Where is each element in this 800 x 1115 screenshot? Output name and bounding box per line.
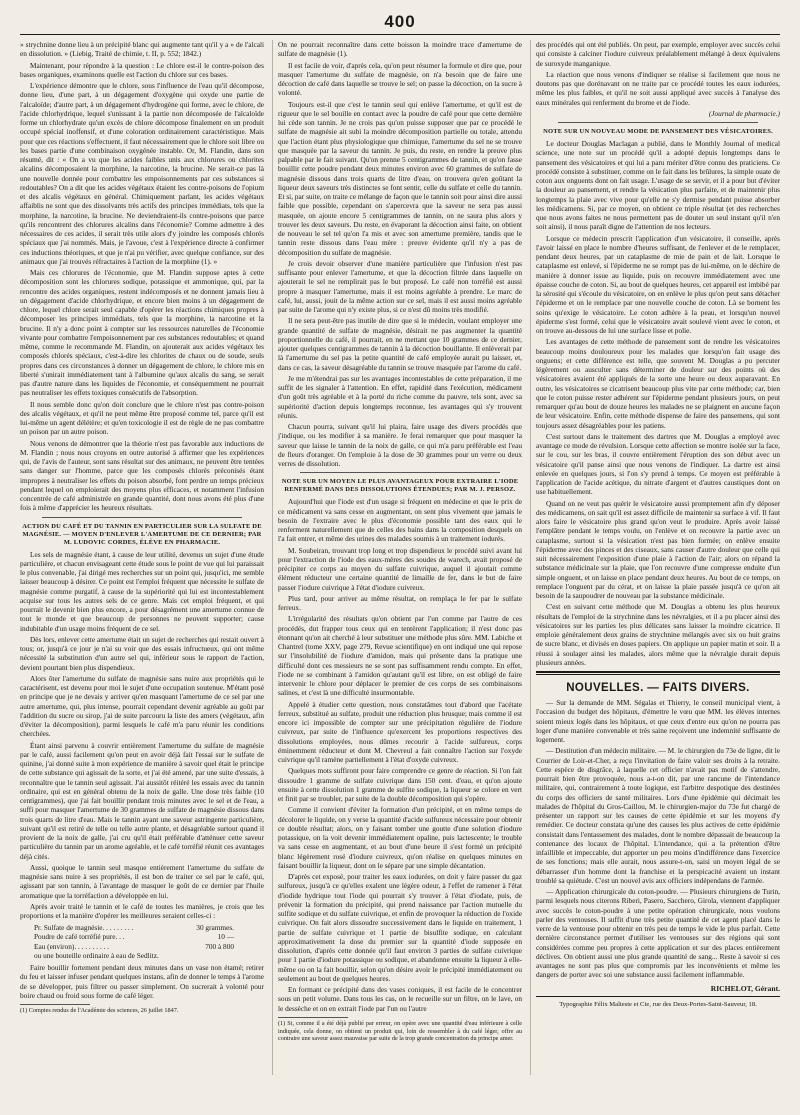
prescription-formula <box>34 923 264 960</box>
paragraph: Appelé à étudier cette question, nous constatâmes tout d'abord que l'acétate ferreux, substitué au sulfate, produit une réduction plus brusque; mais comme il est encore ici impossible de compter sur une précipitation régulière de l'iodure cuivreux, par suite de l'influence qu'exercent les proportions respectives des dissolutions employées, nous dûmes recourir à l'acide sulfureux, corps éminemment réducteur et dont M. Chevreul a fait connaître l'action sur l'oxyde cuivrique qu'il ramène partiellement à l'état d'oxyde cuivreux. <box>278 699 522 764</box>
news-divider <box>536 671 780 675</box>
top-rule <box>20 34 780 35</box>
paragraph: Je me m'étendrai pas sur les avantages incontestables de cette préparation, il me suffit de les signaler à l'attention. En effet, rapidité dans l'exécution, médicament d'un goût très agréable et à la porté du riche comme du pauvre, tels sont, avec sa supériorité d'action depuis longtemps reconnue, les avantages qui s'y trouvent réunis. <box>278 373 522 420</box>
formula-row <box>34 932 234 941</box>
paragraph: On ne pourrait reconnaître dans cette boisson la moindre trace d'amertume de sulfate de magnésie (1). <box>278 40 522 59</box>
signature-rule <box>536 996 780 997</box>
paragraph: Étant ainsi parvenu à couvrir entièrement l'amertume du sulfate de magnésie par le café, aussi facilement qu'on peut en avoir déjà fait l'essai sur le sulfate de quinine, j'ai donné suite à mon expérience de manière à savoir quel était le principe de cette substance qui agissait de la sorte, et j'ai été amené, par une suite d'essais, à reconnaître que le tannin seul agissait. J'ai aussitôt réitéré les essais avec du tannin ordinaire, qui est en général obtenu de la noix de galle. Une dose très faible (10 centigrammes), que j'ai fait bouillir pendant trois minutes avec le sel et de l'eau, a suffi pour masquer l'amertume de 30 grammes de sulfate de magnésie dissous dans trois quarts de litre d'eau. Mais le tannin ayant une saveur astringente particulière, suivant qu'il est retiré de telle ou telle autre plante, et désagréable surtout quand il provient de la noix de galle, j'ai cru qu'il était préférable d'atténuer cette saveur particulière du tannin par un arome agréable, et le café torréfié réunit ces avantages déjà cités. <box>20 740 264 861</box>
article-columns <box>20 40 780 1075</box>
news-section-title: NOUVELLES. — FAITS DIVERS. <box>566 682 750 694</box>
page-number: 400 <box>384 12 416 31</box>
paragraph: L'expérience démontre que le chlore, sous l'influence de l'eau qu'il décompose, donne lieu, d'une part, à un dégagement d'oxygène qui oxyde une partie de l'alcaloïde; d'autre part, à un dégagement d'hydrogène qui forme, avec le chlore, de l'acide chlorhydrique, lequel s'unissant à la partie non décomposée de l'alcaloïde forme un chlorhydrate qu'un excès de chlore décompose finalement en un produit occupé spécial inoffensif, et d'une coloration ordinairement caractéristique. Mais pour que ces réactions s'effectuent, il faut nécessairement que le chlore soit libre ou les bases partie d'une combinaison oxygénée instable. Or, M. Flandin, dans son résumé, dit : « On a vu que les acides faibles unis aux chlorures ou chlorites alcalins décomposaient la morphine, la narcotine, la brucine. Ne serait-ce pas là une nouvelle donnée pour combattre les empoisonnements par ces substances si redoutables? On a dit que les acides végétaux étaient les contre-poisons de l'opium et des alcalis végétaux en général. Chimiquement parlant, les acides végétaux affaiblis ne sont que des dissolvants très actifs des principes immédiats, tels que la morphine, la narcotine, la brucine. Ne deviendraient-ils contre-poisons que parce qu'ils rencontrent des chlorures alcalins dans l'économie? Comme admettre à des nécessaires de ces acides, il serait très utile alors d'y joindre les composés chlorés spéciaux que j'ai nommés. Mais, je l'avoue, c'est à l'expérience directe à confirmer ces inductions théoriques, et que je n'ai pu vérifier, avec quelque confiance, sur des animaux que j'ai trouvés réfractaires à l'action de la morphine (1). » <box>20 81 264 266</box>
article-heading: NOTE SUR UN MOYEN LE PLUS AVANTAGEUX POUR EXTRAIRE L'IODE RENFERMÉ DANS DES DISSOLUTIONS ÉTENDUES; PAR M. J. PERSOZ. <box>281 478 519 494</box>
section-divider <box>300 472 500 473</box>
formula-row <box>34 951 234 960</box>
paragraph: Aussi, quoique le tannin seul masque entièrement l'amertume du sulfate de magnésie sans nuire à ses propriétés, il est bon de traiter ce sel par le café, qui, agissant par son tannin, à l'avantage de masquer le goût de ce dernier par l'huile aromatique que la torréfaction a développée en lui. <box>20 862 264 900</box>
column-3 <box>530 40 780 1075</box>
footnote-rule <box>278 1017 348 1018</box>
article-heading: NOTE SUR UN NOUVEAU MODE DE PANSEMENT DES VÉSICATOIRES. <box>543 128 773 135</box>
paragraph: Nous venons de démontrer que la théorie n'est pas favorable aux inductions de M. Flandin ; nous nous croyons en outre autorisé à affirmer que les expériences qui, de l'avis de l'auteur, sont sans résultat sur des animaux, ne peuvent être tentées sans danger sur l'homme, parce que les composés chlorés préconisés étant impropres à neutraliser les effets du poison absorbé, font perdre un temps précieux pendant lequel on emploierait des moyens plus efficaces, et notamment l'infusion concentrée de café administrée en grande quantité, dont nous avons été plus d'une fois à même d'apprécier les heureux résultats. <box>20 438 264 513</box>
paragraph: Quelques mots suffiront pour faire comprendre ce genre de réaction. Si l'on fait dissoudre 1 gramme de sulfate cuivrique dans 150 cent. d'eau, et qu'on ajoute ensuite à cette dissolution 1 gramme de sulfite sodique, la liqueur se colore en vert et finit par se troubler, par suite de la double décomposition qui s'opère. <box>278 766 522 803</box>
paragraph: Le docteur Douglas Maclagan a publié, dans le Monthly Journal of medical science, une note sur un procédé qu'il a adopté depuis longtemps dans le pansement des vésicatoires et qui lui a paru mériter d'être connu des praticiens. Ce procédé consiste à substituer, comme on le fait dans les brûlures, la simple ouate de coton aux onguents dont on fait usage. L'usage de se servir, et il a pour but d'éviter la douleur au pansement, et rendre la vésication plus parfaite, et de maintenir plus longtemps la plaie avec vive pour qu'elle ne s'y dermise pendant puisse absorber les médicamens. Si, par ce moyen, on obtient ce triple résultat (et des recherches que nous avons faites ne nous permettent pas de douter un seul instant qu'il n'en soit ainsi), il nous paraît digne de l'attention de nos lecteurs. <box>536 139 780 232</box>
paragraph: Aujourd'hui que l'iode est d'un usage si fréquent en médecine et que le prix de ce médicament va sans cesse en augmentant, on sent plus vivement que jamais le besoin de l'extraire avec le plus d'économie possible tant des eaux qui le renferment naturellement que de celles des bains dans la composition desquels on l'a fait entrer, et même des urines des malades soumis à un traitement iodurés. <box>278 497 522 544</box>
formula-qty: 10 — <box>217 932 234 942</box>
paragraph: Maintenant, pour répondre à la question : Le chlore est-il le contre-poison des bases organiques, examinons quelle est l'action du chlore sur ces bases. <box>20 60 264 79</box>
paragraph: Toujours est-il que c'est le tannin seul qui enlève l'amertume, et qu'il est de rigueur que le sel bouille en contact avec la poudre de café pour que cette dernière lui cède son tannin. Je ne crois pas qu'on puisse supposer que par ce procédé le sulfate de magnésie ait subi la moindre décomposition partielle ou totale, attendu que l'action étant plus physiologique que chimique, l'amertume du sel ne se trouve que masquée par la saveur du tannin. Je puis, du reste, en rendre la preuve plus palpable par le fait suivant. Qu'on prenne 5 centigrammes de tannin, et qu'on fasse bouillir cette poudre pendant deux minutes environ avec 60 grammes de sulfate de magnésie dissous dans trois quarts de litre d'eau, on trouvera qu'en goûtant la liqueur deux saveurs très distinctes se font sentir, celle du sulfate et celle du tannin. Et si, par suite, on traite ce mélange de façon que le tannin soit pour ainsi dire aussi faible que possible, cependant on s'apercevra que la saveur ne sera pas aussi masquée, on ajoute encore 5 centigrammes de tannin, on ne saura plus alors y trouver les deux saveurs. Du reste, en évaporant la décoction ainsi faite, on obtient de nouveau le sel tel qu'on l'a mis et avec son amertume première, tandis que le tannin reste dissous dans l'eau mère : preuve évidente qu'il n'y a pas de décomposition du sulfate de magnésie. <box>278 99 522 257</box>
paragraph: Chacun pourra, suivant qu'il lui plaira, faire usage des divers procédés que j'indique, ou les modifier à sa manière. Je ferai remarquer que pour masquer la saveur que laisse le tannin de la noix de galle, ce qui m'a paru préférable est l'eau de fleurs d'oranger. On l'emploie à la dose de 30 grammes pour un verre ou deux verres de dissolution. <box>278 422 522 468</box>
paragraph: La réaction que nous venons d'indiquer se réalise si facilement que nous ne doutons pas que dorénavant on ne traite par ce procédé toutes les eaux iodurées, même les plus faibles, et qu'il ne soit aussi appliqué avec succès à l'analyse des eaux minérales qui renferment du brome et de l'iode. <box>536 69 780 107</box>
footnote: (1) Comptes rendus de l'Académie des sciences, 26 juillet 1847. <box>20 1007 179 1015</box>
paragraph: Dès lors, enlever cette amertume était un sujet de recherches qui restait ouvert à tous; or, jusqu'à ce jour je n'ai su voir que des essais infructueux, qui ont même nécessité la substitution d'un autre sel qui, inférieur sous le rapport de l'action, devient pourtant bien plus dispendieux. <box>20 634 264 672</box>
printer-imprint: Typographie Félix Malteste et Cie, rue des Deux-Portes-Saint-Sauveur, 18. <box>559 1000 757 1008</box>
formula-item: Eau (environ). . . . . . . . . . <box>34 941 109 951</box>
paragraph: D'après cet exposé, pour traiter les eaux iodurées, on doit y faire passer du gaz sulfureux, jusqu'à ce qu'elles exalent une légère odeur, à l'effet de ramener à l'état d'iodide hydrique tout l'iode qui pourrait s'y trouver à l'état d'iodate, puis, de prévenir la formation du précipité, qui prend naissance par l'action mutuelle du sulfite sodique et du sulfate cuivrique, et enfin de provoquer la réduction de l'oxide cuivrique. On fait alors dissoudre successivement dans le liquide en traitement, 1 partie de sulfate cuivrique et 1 partie de bisulfite sodique, en calculant approximativement la dose du premier sur la quantité d'iode supposée en dissolution, d'après cette donnée qu'il faut environ 3 parties de sulfate cuivrique pour 1 partie d'iodure potassique ou sodique, et abandonne ensuite la liqueur à elle-même ou on la fait bouillir, selon qu'on désire avoir le précipité immédiatement ou seulement au bout de quelques heures. <box>278 872 522 983</box>
paragraph: Quand on ne veut pas quérir le vésicatoire aussi promptement afin d'y déposer des médicamens, on sait qu'il est assez difficile de maintenir sa surface à vif. Il faut alors faire le vésicatoire plus grand qu'on veut le produire. Après avoir laissé l'emplâtre pendant le temps voulu, on l'enlève et on recouvre la partie avec un cataplasme, surtout si la vésication n'est pas bien formée; on enlève ensuite l'épiderme avec des pinces et des ciseaux, sans causer d'autre douleur que celle qui suit nécessairement l'exposition d'une plaie à l'action de l'air; alors on répand la substance médicinale sur la plaie, que l'on recouvre d'une compresse enduite d'un simple onguent, et on laisse en place pendant deux heures. Au bout de ce temps, on remplace l'onguent par du cérat, et on laisse la plaie passée jusqu'à ce qu'on ait besoin de la saupoudrer de nouveau par la substance médicinale. <box>536 498 780 600</box>
paragraph: — Sur la demande de MM. Ségalas et Thierry, le conseil municipal vient, à l'occasion du budget des hôpitaux, d'émettre le vœu que MM. les élèves internes soient mieux logés dans les hôpitaux, et que ceux d'entre eux qu'on ne pourra pas loger d'une manière convenable et très saine reçoivent une indemnité suffisante de logement. <box>536 698 780 744</box>
paragraph: En formant ce précipité dans des vases coniques, il est facile de le concentrer sous un petit volume. Dans tous les cas, on le recueille sur un filtre, on le lave, on le dessèche et on en extrait l'iode par l'un ou l'autre <box>278 985 522 1013</box>
paragraph: — Destitution d'un médecin militaire. — M. le chirurgien du 73e de ligne, dit le Courrier de Loir-et-Cher, a reçu l'invitation de faire valoir ses droits à la retraite. Cette espèce de disgrâce, à laquelle cet officier n'avait pas motif de s'attendre, pourrait bien être provoquée, nous a-t-on dit, par une rancune de l'intendance militaire, qui, contrairement à toute logique, est l'arbitre despotique des destinées du corps des officiers de santé militaires. Lors d'une épidémie qui décimait les malades de l'hôpital du Gros-Caillou, M. le chirurgien-major du 73e fut chargé de présenter un rapport sur les causes de cette épidémie et sur les moyens d'y remédier. Ce docteur constata qu'une des causes les plus actives de cette épidémie consistait dans l'entassement des malades, dont le nombre dépassait de beaucoup la contenance des locaux de l'hôpital. L'intendance, qui a la prétention d'être infaillible et impeccable, dut apporter un peu moins d'indifférence dans l'exercice de ses fonctions; mais elle aurait, nous assure-t-on, saisi un moyen légal de se débarrasser d'un homme dont la franchise et la perspicacité avaient un instant troublé sa quiétude. C'est un nouvel avis aux officiers indépendans de l'armée. <box>536 746 780 885</box>
paragraph: Il nous semble donc qu'on doit conclure que le chlore n'est pas contre-poison des alcalis végétaux, et qu'il ne peut même être proposé comme tel, parce qu'il est lui-même un agent délétère; et qu'en toxicologie il est de règle de ne pas combattre un poison par un autre poison. <box>20 399 264 437</box>
editor-signature: RICHELOT, Gérant. <box>710 983 780 993</box>
paragraph: Il est facile de voir, d'après cela, qu'on peut résumer la formule et dire que, pour masquer l'amertume du sulfate de magnésie, on n'a besoin que de faire une décoction de café dans laquelle se trouve le sel; on passe la décoction, on la sucre à volonté. <box>278 60 522 98</box>
paragraph: Les sels de magnésie étant, à cause de leur utilité, devenus un sujet d'une étude particulière, et chacun envisageant cette étude sous le point de vue qui lui paraissait le plus convenable, j'ai dirigé mes recherches sur un point qui, jusqu'ici, me semble laisser beaucoup à désirer. Ce point est l'emploi fréquent que nécessite le sulfate de magnésie comme purgatif, à cause de la supériorité qui lui est incontestablement acquise sur tous les autres sels de ce genre. Mais cet emploi fréquent, et qui pourrait le devenir bien plus encore, a pour désagrément une amertume connue de tout le monde et que beaucoup de personnes ne peuvent supporter; cause indubitable d'un usage moins fréquent de ce sel. <box>20 549 264 633</box>
paragraph: — Application chirurgicale du coton-poudre. — Plusieurs chirurgiens de Turin, parmi lesquels nous citerons Riberi, Pasero, Sacchero, Girola, viennent d'appliquer avec succès le coton-poudre à une petite opération chirurgicale, nous voulons parler des ventouses. Il suffit d'une très petite quantité de cet agent placé dans le verre de la ventouse pour obtenir en très peu de temps le vide le plus parfait. Cette dernière circonstance permet d'utiliser les ventouses sur des régions qui sont considérées comme peu propres à cette application et sur des places entièrement déclives. On obtient aussi une plus grande quantité de sang... Reste à savoir si ces avantages ne sont pas plus que compromis par les inconvénients et même les dangers de porter avec soi une substance aussi facilement inflammable. <box>536 887 780 980</box>
footnote: (1) Si, comme il a été déjà publié par erreur, on opère avec une quantité d'eau inférieure à celle indiquée, cela donne, on obtient un produit qui, loin de ressembler à du café léger, offre au contraire une saveur assez mauvaise par suite de la trop grande concentration du principe amer. <box>278 1019 522 1043</box>
formula-row <box>34 942 234 951</box>
paragraph: M. Soubeiran, trouvant trop long et trop dispendieux le procédé suivi avant lui pour l'extraction de l'iode des eaux-mères des soudes de warech, avait proposé de précipiter ce corps au moyen du sulfate cuivrique, auquel il ajoutait comme élément réducteur une certaine quantité de limaille de fer, dans le but de faire passer l'iodure cuivrique à l'état d'iodure cuivreux. <box>278 545 522 592</box>
paragraph: des procédés qui ont été publiés. On peut, par exemple, employer avec succès celui qui consiste à calciner l'iodure cuivreux préalablement mélangé à deux équivalens de suroxyde manganique. <box>536 40 780 68</box>
section-divider <box>558 122 758 123</box>
paragraph: L'irrégularité des résultats qu'on obtient par l'un comme par l'autre de ces procédés, dut frapper tous ceux qui en tentèrent l'application; il n'est donc pas étonnant qu'on ait cherché à leur substituer une méthode plus sûre. MM. Labiche et Chantrel (tome XXV, page 279, Revue scientifique) en ont indiqué une qui repose sur l'insolubilité de l'iodure d'amidon, mais qui présente dans la pratique une difficulté dont ces messieurs ne se sont pas suffisamment rendu compte. En effet, l'iode ne se combinant à l'amidon qu'autant qu'il est libre, on est obligé de faire intervenir le chlore pour déplacer le premier de ces corps de ses combinaisons salines, et c'est là une difficulté insurmontable. <box>278 614 522 698</box>
column-2 <box>272 40 522 1075</box>
paragraph: Plus tard, pour arriver au même résultat, on remplaça le fer par le sulfate ferreux. <box>278 593 522 612</box>
paragraph: Comme il convient d'éviter la formation d'un précipité, et en même temps de décolorer le liquide, on y verse la quantité d'acide sulfureux nécessaire pour obtenir ce double résultat; alors, on y faisant tomber une goutte d'une solution d'iodure potassique, on la voit devenir immédiatement opaline, puis lactescente; le trouble va sans cesse en augmentant, et au bout d'une heure il s'est formé un précipité blanc légèrement rosé d'iodure cuivreux, qu'on réalise en quelques minutes en faisant bouillir la liqueur, dont on le sépare par une simple décantation. <box>278 805 522 870</box>
source-citation: (Journal de pharmacie.) <box>708 108 780 118</box>
section-divider <box>42 517 242 518</box>
article-heading: ACTION DU CAFÉ ET DU TANNIN EN PARTICULIER SUR LA SULFATE DE MAGNÉSIE. — MOYEN D'ENLEVER L'AMERTUME DE CE DERNIER; PAR M. LUDOVIC CORDES, ÉLÈVE EN PHARMACIE. <box>22 522 262 546</box>
paragraph: C'est en suivant cette méthode que M. Douglas a obtenu les plus heureux résultats de l'emploi de la strychnine dans les névralgies, et il a pu placer ainsi des vésicatoires sur les parties les plus délicates sans laisser la moindre cicatrice. Il emploie généralement deux grains de strychnine mélangés avec six ou huit grains de sucre blanc, et divisés en doses papiers. On applique un papier matin et soir. Il a réussi à soulager ainsi les malades, alors même que la névralgie durait depuis plusieurs années. <box>536 602 780 667</box>
formula-qty: 30 grammes. <box>196 923 234 933</box>
paragraph: Mais ces chlorures de l'économie, que M. Flandin suppose aptes à cette décomposition sont les chlorures sodique, potassique et ammonique, qui, par la rencontre des acides organiques, restent indécomposés et ne donnent jamais lieu à un dégagement d'acide chlorhydrique, et encore bien moins à un dégagement de chlore, lequel chlore serait seul capable d'opérer les réactions chimiques propres à décomposer les principes immédiats, tels que la morphine, la narcotine et la brucine. Il n'y a donc point à compter sur les ressources naturelles de l'économie vivante pour combattre l'empoisonnement par ces substances redoutables; et quand même, comme le recommande M. Flandin, on ajouterait aux acides végétaux les composés chlorés spéciaux, c'est-à-dire les chlorites de chaux ou de soude, seuls propres dans ces circonstances à donner un dégagement de chlore, le chlore mis en liberté s'unirait immédiatement tant à l'albumine qu'aux alcalis du sang, se serait pas d'autre nature dans les liquides de l'économie, et conséquemment ne pourrait pas neutraliser les effets toxiques consécutifs de l'absorption. <box>20 268 264 398</box>
footnote-rule <box>20 1004 90 1005</box>
paragraph: Les avantages de cette méthode de pansement sont de rendre les vésicatoires beaucoup moins douloureux pour les malades que lorsqu'on fait usage des onguens; et cette différence est telle, que souvent M. Douglas a pu percuter légèrement ou ausculter sans déterminer de douleur sur des points où des vésicatoires avaient été appliqués de la sorte une heure ou deux auparavant. En outre, les vésicatoires se cicatrisent beaucoup plus vite par cette méthode; car, bien que le coton puisse rester adhérent sur l'épiderme pendant plusieurs jours, on peut remarquer qu'au bout de douze heures les malades ne se plaignent en aucune façon de leur vésicatoire. Enfin, cette méthode dispense de faire des pansemens, qui sont toujours assez désagréables pour les patiens. <box>536 337 780 430</box>
formula-item: Pr. Sulfate de magnésie. . . . . . . . . <box>34 923 134 933</box>
formula-item: ou une bouteille ordinaire à eau de Sedlitz. <box>34 950 159 960</box>
paragraph: Lorsque ce médecin prescrit l'application d'un vésicatoire, il conseille, après l'avoir laissé en place le nombre d'heures suffisant, de l'enlever et de le remplacer, pendant deux heures, par un cataplasme de mie de pain et de lait. Lorsque le cataplasme est enlevé, si l'épiderme ne se rompt pas de lui-même, on le déchire de manière à donner issue au liquide, puis on recouvre immédiatement avec une épaisse couche de coton. Si, au bout de quelques heures, cet appareil est imbibé par la sérosité qui s'écoule du vésicatoire, on en enlève le plus qu'on peut sans détacher l'épiderme et on le remplace par une nouvelle couche de coton. Là se bornent les soins qu'exige le vésicatoire. Le coton adhère à la peau, et lorsqu'un nouvel épiderme s'est formé, celui que le vésicatoire avait soulevé vient avec le coton, et on trouve au-dessous de lui une surface lisse et polie. <box>536 233 780 335</box>
paragraph: C'est surtout dans le traitement des dartres que M. Douglas a employé avec avantage ce mode de révulsion. Lorsque cette affection se montre isolée sur la face, sur le cou, sur les bras, il couvre entièrement l'éruption des son début avec un vésicatoire qu'il panse ainsi que nous venons de l'indiquer. La dartre est ainsi enlevée en quelques jours, si l'on s'y prend à temps. Ce moyen est préférable à l'application de l'acide acétique, du nitrate d'argent et d'autres caustiques dont on use habituellement. <box>536 431 780 497</box>
paragraph: Je crois devoir observer d'une manière particulière que l'infusion n'est pas suffisante pour enlever l'amertume, et que la décoction filtrée dans laquelle on ajouterait le sel ne remplirait pas le but proposé. Le café non torréfié est aussi propre à masquer l'amertume, mais il est moins agréable à prendre. Le marc de café, lui, aussi, jouit de la même action sur ce sel, mais il est aussi moins agréable par suite de l'arome qui n'y existe plus, si ce n'est dû moins très modifié. <box>278 258 522 314</box>
paragraph: Il ne sera peut-être pas inutile de dire que si le médecin, voulant employer une grande quantité de sulfate de magnésie, désirait ne pas augmenter la quantité proportionnelle du café, il pourrait, en ne mettant que 10 grammes de ce dernier, ajouter quelques centigrammes de tannin à la décoction bouillante. Il enlèverait par là l'amertume du sel pas la petite quantité de café employée aurait pu laisser, et, dans ce cas, la saveur désagréable du tannin se trouve masquée par l'arome du café. <box>278 316 522 372</box>
paragraph: » strychnine donne lieu à un précipité blanc qui augmente tant qu'il y a » de l'alcali en dissolution. » (Liebig, Traité de chimie, t. II, p. 552; 1842.) <box>20 40 264 59</box>
column-1 <box>20 40 264 1075</box>
paragraph: Alors ôter l'amertume du sulfate de magnésie sans nuire aux propriétés qui le caractérisent, est devenu pour moi le sujet d'une occupation soutenue. M'étant posé en principe que je ne devais y arriver qu'en masquant l'amertume de ce sel par une autre amertume, qui, plus intense, pourrait cependant devenir agréable au goût par l'addition du sucre ou sirop, j'ai de suite parcouru la liste des amers (végétaux, afin d'éviter la décomposition), parmi lesquels le café m'a paru réunir les conditions cherchées. <box>20 673 264 739</box>
formula-qty: 700 à 800 <box>205 941 234 951</box>
paragraph: Après avoir traité le tannin et le café de toutes les manières, je crois que les proportions et la manière d'opérer les meilleures seraient celles-ci : <box>20 901 264 920</box>
formula-item: Poudre de café torréfié pure. . . <box>34 932 125 942</box>
paragraph: Faire bouillir fortement pendant deux minutes dans un vase non étamé; retirer du feu et laisser infuser pendant quelques instans, afin de donner le temps à l'arome de se développer, puis filtrer ou passer simplement. On sucrerait à volonté pour boire chaud ou froid sous forme de café léger. <box>20 963 264 1000</box>
formula-row <box>34 923 234 932</box>
